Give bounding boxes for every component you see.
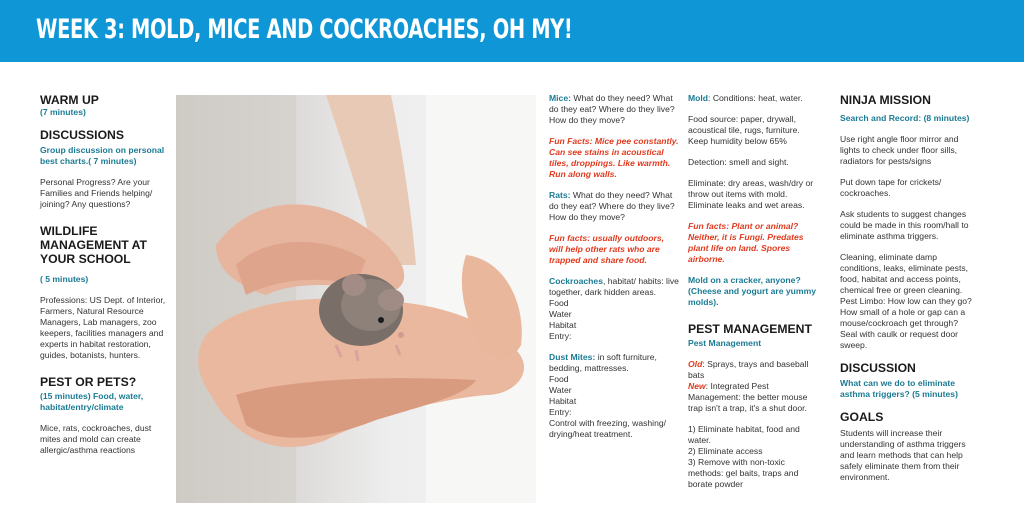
- discussions-heading: DISCUSSIONS: [40, 128, 124, 142]
- mold-cracker-note: Mold on a cracker, anyone? (Cheese and yogurt are yummy molds).: [688, 275, 816, 307]
- wildlife-time: ( 5 minutes): [40, 274, 89, 284]
- ninja-mission-p2: Put down tape for crickets/ cockroaches.: [840, 177, 942, 198]
- discussion-sub: What can we do to eliminate asthma triggers? (5 minutes): [840, 378, 958, 399]
- warm-up-heading: WARM UP: [40, 93, 99, 107]
- mice-fun-facts: Fun Facts: Mice pee constantly. Can see stains in acoustical tiles, droppings. Like warmth. Run along walls.: [549, 136, 679, 179]
- rats-label: Rats:: [549, 190, 571, 200]
- column-left: [40, 93, 172, 466]
- ninja-mission-p1: Use right angle floor mirror and lights to check under floor sills, radiators for pests/signs: [840, 134, 959, 166]
- mice-label: Mice:: [549, 93, 571, 103]
- mold-detection: Detection: smell and sight.: [688, 157, 789, 167]
- mouse-in-hand-illustration: [176, 95, 536, 503]
- header-banner: [0, 0, 1024, 62]
- mouse-photo: [176, 95, 536, 503]
- pest-management-sub: Pest Management: [688, 338, 762, 348]
- list-item: 3) Remove with non-toxic methods: gel baits, traps and borate powder: [688, 457, 799, 489]
- pest-body: Mice, rats, cockroaches, dust mites and mold can create allergic/asthma reactions: [40, 423, 152, 455]
- list-item: Food: [549, 374, 569, 384]
- mold-fun-facts: Fun facts: Plant or animal? Neither, it is Fungi. Predates plant life on land. Spores airborne.: [688, 221, 804, 264]
- goals-body: Students will increase their understanding of asthma triggers and learn methods that can help safely eliminate them from their environment.: [840, 428, 966, 482]
- old-text: : Sprays, trays and baseball bats: [688, 359, 809, 380]
- cockroaches-text: , habitat/ habits: live together, dark hidden areas.: [549, 276, 679, 297]
- dust-mites-list: [549, 374, 679, 418]
- pest-management-steps: [688, 424, 816, 490]
- wildlife-heading: WILDLIFE MANAGEMENT AT YOUR SCHOOL: [40, 224, 147, 266]
- mice-text: What do they need? What do they eat? Where do they live? How do they move?: [549, 93, 675, 125]
- list-item: Food: [549, 298, 569, 308]
- mold-eliminate: Eliminate: dry areas, wash/dry or throw out items with mold. Eliminate leaks and wet areas.: [688, 178, 814, 210]
- warm-up-time: (7 minutes): [40, 107, 86, 117]
- rats-fun-facts: Fun facts: usually outdoors, will help other rats who are trapped and share food.: [549, 233, 665, 265]
- ninja-mission-p4: Cleaning, eliminate damp conditions, leaks, eliminate pests, food, habitat and access points, chemical free or green cleaning. Pest Limbo: How low can they go? How small of a hole or gap can a mouse/cockroach get through? Seal with caulk or request door sweep.: [840, 252, 972, 350]
- list-item: Water: [549, 309, 572, 319]
- list-item: 2) Eliminate access: [688, 446, 763, 456]
- mold-food-source: Food source: paper, drywall, acoustical tile, rugs, furniture. Keep humidity below 65%: [688, 114, 800, 146]
- ninja-mission-sub: Search and Record: (8 minutes): [840, 113, 970, 123]
- mold-label: Mold: [688, 93, 709, 103]
- list-item: Habitat: [549, 320, 577, 330]
- list-item: Entry:: [549, 331, 572, 341]
- dust-mites-label: Dust Mites:: [549, 352, 596, 362]
- cockroaches-list: [549, 298, 679, 342]
- list-item: Entry:: [549, 407, 572, 417]
- ninja-mission-heading: NINJA MISSION: [840, 93, 931, 107]
- pest-management-heading: PEST MANAGEMENT: [688, 322, 812, 336]
- discussions-body: Personal Progress? Are your Families and Friends helping/ joining? Any questions?: [40, 177, 153, 209]
- goals-heading: GOALS: [840, 410, 884, 424]
- new-label: New: [688, 381, 706, 391]
- cockroaches-label: Cockroaches: [549, 276, 603, 286]
- list-item: Water: [549, 385, 572, 395]
- pest-subheading: (15 minutes) Food, water, habitat/entry/climate: [40, 391, 144, 412]
- column-pests: [549, 93, 679, 450]
- ninja-mission-p3: Ask students to suggest changes could be made in this room/hall to eliminate asthma triggers.: [840, 209, 969, 241]
- old-label: Old: [688, 359, 703, 369]
- mold-text: : Conditions: heat, water.: [708, 93, 803, 103]
- column-mold: [688, 93, 816, 490]
- discussions-subheading: Group discussion on personal best charts.( 7 minutes): [40, 145, 165, 166]
- rats-text: What do they need? What do they eat? Where do they live? How do they move?: [549, 190, 675, 222]
- dust-mites-text: in soft furniture, bedding, mattresses.: [549, 352, 657, 373]
- wildlife-body: Professions: US Dept. of Interior, Farmers, Natural Resource Managers, Lab managers, zoo keepers, facilities managers and experts in habitat restoration, guides, botanists, hunters.: [40, 295, 166, 360]
- dust-mites-control: Control with freezing, washing/ drying/heat treatment.: [549, 418, 667, 439]
- new-text: : Integrated Pest Management: the better mouse trap isn't a trap, it's a shut door.: [688, 381, 808, 413]
- pest-heading: PEST OR PETS?: [40, 375, 137, 389]
- list-item: Habitat: [549, 396, 577, 406]
- list-item: 1) Eliminate habitat, food and water.: [688, 424, 800, 445]
- column-right: [840, 93, 972, 493]
- page-title: WEEK 3: MOLD, MICE AND COCKROACHES, OH MY!: [36, 14, 573, 45]
- discussion-heading: DISCUSSION: [840, 361, 916, 375]
